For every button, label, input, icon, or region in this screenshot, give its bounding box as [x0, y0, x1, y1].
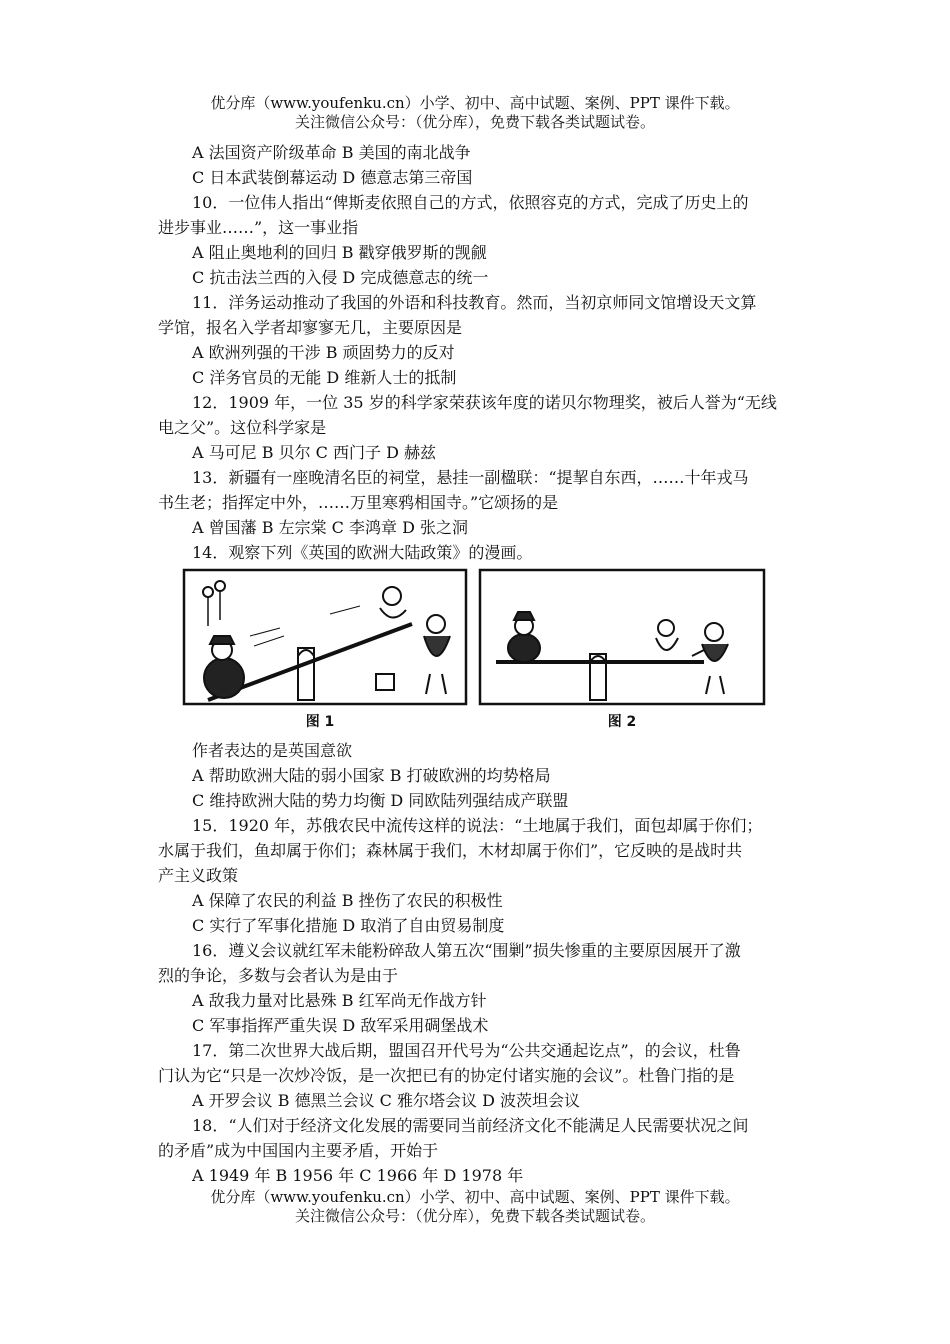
option-line: C 洋务官员的无能 D 维新人士的抵制	[192, 368, 457, 387]
question-text: 进步事业……”，这一事业指	[158, 218, 359, 237]
option-line: C 军事指挥严重失误 D 敌军采用碉堡战术	[192, 1016, 489, 1035]
question-18: 18．“人们对于经济文化发展的需要同当前经济文化不能满足人民需要状况之间	[192, 1116, 749, 1135]
question-text: 烈的争论，多数与会者认为是由于	[158, 966, 399, 985]
question-13: 13．新疆有一座晚清名臣的祠堂，悬挂一副楹联：“提挈自东西，……十年戎马	[192, 468, 749, 487]
option-line: A 马可尼 B 贝尔 C 西门子 D 赫兹	[192, 443, 436, 462]
cartoon-figure	[180, 566, 770, 736]
question-11: 11．洋务运动推动了我国的外语和科技教育。然而，当初京师同文馆增设天文算	[192, 293, 757, 312]
option-line: A 开罗会议 B 德黑兰会议 C 雅尔塔会议 D 波茨坦会议	[192, 1091, 580, 1110]
question-12: 12．1909 年，一位 35 岁的科学家荣获该年度的诺贝尔物理奖，被后人誉为“无线	[192, 393, 777, 412]
question-text: 书生老；指挥定中外，……万里寒鸦相国寺。”它颂扬的是	[158, 493, 559, 512]
page-header-line-1: 优分库（www.youfenku.cn）小学、初中、高中试题、案例、PPT 课件下载。	[210, 94, 740, 112]
question-14: 14．观察下列《英国的欧洲大陆政策》的漫画。	[192, 543, 533, 562]
figure-caption-1: 图 1	[305, 714, 335, 730]
option-line: C 实行了军事化措施 D 取消了自由贸易制度	[192, 916, 505, 935]
question-text: 水属于我们，鱼却属于你们；森林属于我们，木材却属于你们”，它反映的是战时共	[158, 841, 743, 860]
cartoon-panel-2	[480, 570, 764, 704]
question-16: 16．遵义会议就红军未能粉碎敌人第五次“围剿”损失惨重的主要原因展开了激	[192, 941, 741, 960]
figure-caption-2: 图 2	[607, 714, 637, 730]
cartoon-panel-1	[184, 570, 466, 704]
option-line: C 抗击法兰西的入侵 D 完成德意志的统一	[192, 268, 489, 287]
question-text: 的矛盾”成为中国国内主要矛盾，开始于	[158, 1141, 439, 1160]
question-17: 17．第二次世界大战后期，盟国召开代号为“公共交通起讫点”，的会议，杜鲁	[192, 1041, 741, 1060]
option-line: C 日本武装倒幕运动 D 德意志第三帝国	[192, 168, 473, 187]
question-text: 产主义政策	[158, 866, 239, 885]
option-line: A 保障了农民的利益 B 挫伤了农民的积极性	[192, 891, 503, 910]
option-line: C 维持欧洲大陆的势力均衡 D 同欧陆列强结成产联盟	[192, 791, 569, 810]
question-text: 门认为它“只是一次炒冷饭，是一次把已有的协定付诸实施的会议”。杜鲁门指的是	[158, 1066, 735, 1085]
page-header-line-2: 关注微信公众号：（优分库），免费下载各类试题试卷。	[294, 113, 655, 131]
option-line: A 敌我力量对比悬殊 B 红军尚无作战方针	[192, 991, 487, 1010]
option-line: A 法国资产阶级革命 B 美国的南北战争	[192, 143, 471, 162]
question-text: 电之父”。这位科学家是	[158, 418, 327, 437]
page-footer-line-2: 关注微信公众号：（优分库），免费下载各类试题试卷。	[294, 1207, 655, 1225]
option-line: A 1949 年 B 1956 年 C 1966 年 D 1978 年	[192, 1166, 524, 1185]
option-line: A 阻止奥地利的回归 B 戳穿俄罗斯的觊觎	[192, 243, 487, 262]
question-15: 15．1920 年，苏俄农民中流传这样的说法：“土地属于我们，面包却属于你们；	[192, 816, 763, 835]
option-line: A 帮助欧洲大陆的弱小国家 B 打破欧洲的均势格局	[192, 766, 551, 785]
question-10: 10．一位伟人指出“俾斯麦依照自己的方式，依照容克的方式，完成了历史上的	[192, 193, 749, 212]
question-text: 学馆，报名入学者却寥寥无几，主要原因是	[158, 318, 463, 337]
question-text: 作者表达的是英国意欲	[192, 741, 353, 760]
option-line: A 欧洲列强的干涉 B 顽固势力的反对	[192, 343, 455, 362]
page-footer-line-1: 优分库（www.youfenku.cn）小学、初中、高中试题、案例、PPT 课件下载。	[210, 1188, 740, 1206]
option-line: A 曾国藩 B 左宗棠 C 李鸿章 D 张之洞	[192, 518, 468, 537]
